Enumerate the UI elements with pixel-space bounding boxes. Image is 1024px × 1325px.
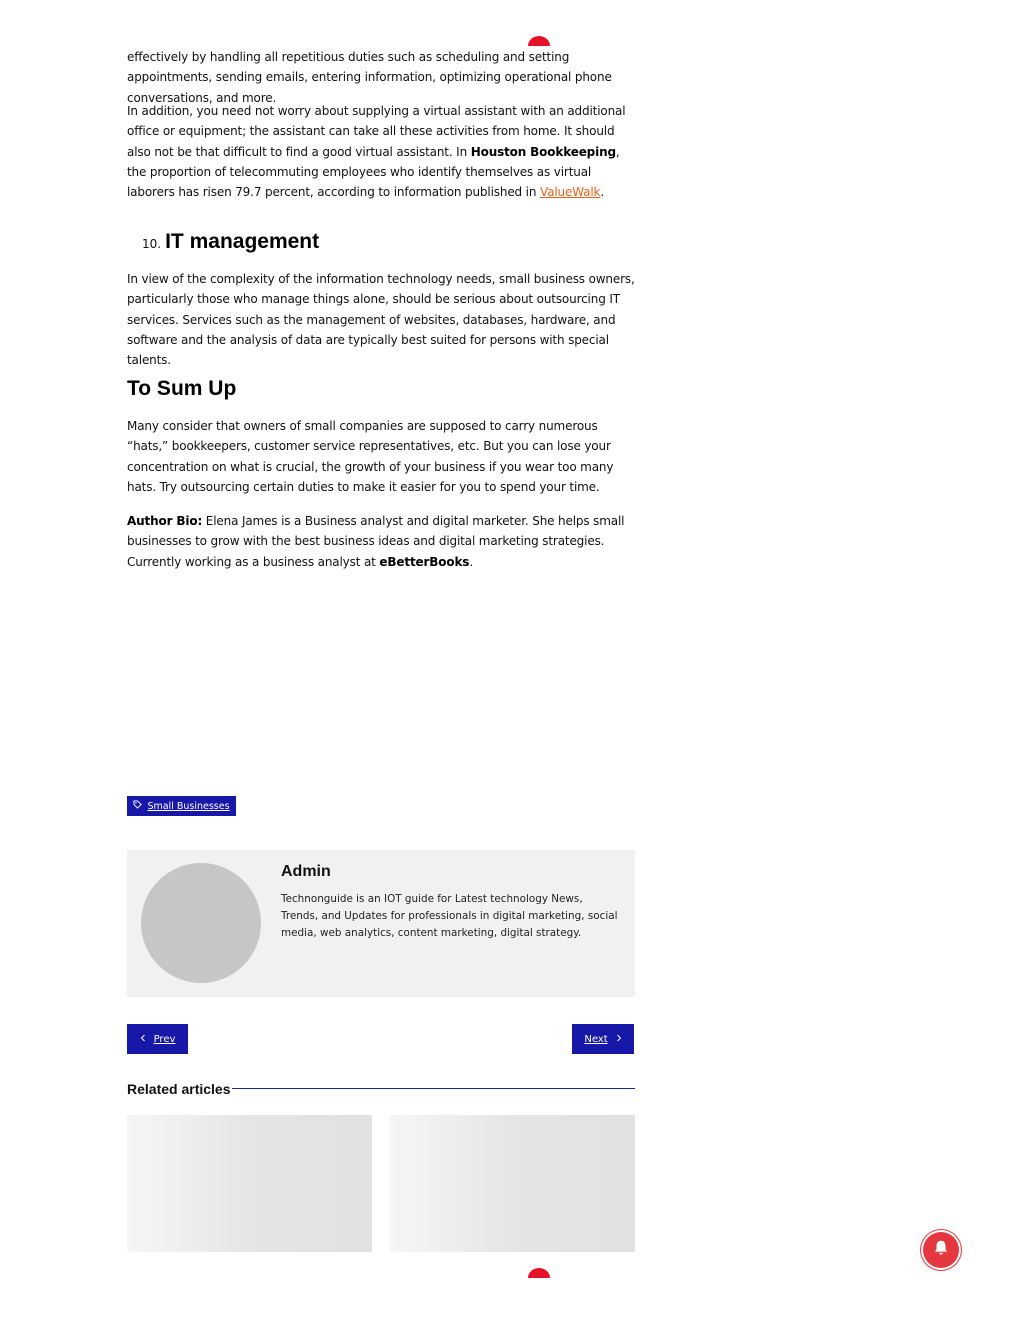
- heading-it-management: IT management: [165, 230, 320, 253]
- chevron-left-icon: [140, 1034, 146, 1045]
- tag-label: Small Businesses: [147, 800, 230, 812]
- paragraph-text: , the proportion of telecommuting employees who identify themselves as virtual laborers has risen 79.7 percent, according to information published in: [127, 144, 620, 200]
- next-button[interactable]: [572, 1024, 634, 1054]
- valuewalk-link[interactable]: ValueWalk: [540, 185, 601, 200]
- paragraph: effectively by handling all repetitious duties such as scheduling and setting appointments, sending emails, entering information, optimizing operational phone conversations, and more.: [127, 50, 612, 105]
- paragraph-text: .: [600, 185, 605, 200]
- author-bio-text: .: [469, 554, 473, 569]
- tag-small-businesses[interactable]: [127, 796, 236, 816]
- related-article-card[interactable]: [390, 1115, 635, 1252]
- author-name[interactable]: Admin: [281, 863, 331, 880]
- paragraph: In view of the complexity of the information technology needs, small business owners, particularly those who manage things alone, should be serious about outsourcing IT services. Services such as the management of websites, databases, hardware, and software and the analysis of data are typically best suited for persons with special talents.: [127, 272, 635, 368]
- author-box: [127, 850, 635, 997]
- heading-to-sum-up: To Sum Up: [127, 377, 237, 400]
- paragraph: [127, 101, 635, 202]
- author-description: Technonguide is an IOT guide for Latest technology News, Trends, and Updates for professionals in digital marketing, social media, web analytics, content marketing, digital strategy.: [281, 893, 618, 939]
- related-article-card[interactable]: [127, 1115, 372, 1252]
- author-bio-label: Author Bio:: [127, 514, 203, 528]
- houston-bookkeeping-text: Houston Bookkeeping: [470, 144, 616, 159]
- avatar[interactable]: [141, 863, 261, 983]
- divider: [232, 1088, 635, 1089]
- list-heading-it: [142, 230, 319, 254]
- related-articles-title: Related articles: [127, 1081, 231, 1097]
- ad-close-dot[interactable]: [528, 1268, 550, 1288]
- bell-icon: [932, 1239, 950, 1261]
- prev-label: Prev: [153, 1033, 176, 1045]
- next-label: Next: [584, 1033, 608, 1045]
- paragraph-text: In addition, you need not worry about supplying a virtual assistant with an additional office or equipment; the assistant can take all these activities from home. It should also not be that difficult to find a good virtual assistant. In: [127, 104, 626, 159]
- author-bio: [127, 511, 627, 572]
- notification-bell-button[interactable]: [923, 1232, 959, 1268]
- paragraph: Many consider that owners of small companies are supposed to carry numerous “hats,” bookkeepers, customer service representatives, etc. But you can lose your concentration on what is crucial, the growth of your business if you wear too many hats. Try outsourcing certain duties to make it easier for you to spend your time.: [127, 419, 614, 494]
- list-number: 10.: [142, 237, 162, 251]
- chevron-right-icon: [616, 1034, 622, 1045]
- tag-icon: [133, 800, 142, 812]
- company-name: eBetterBooks: [379, 554, 470, 569]
- prev-button[interactable]: [127, 1024, 188, 1054]
- author-bio-text: Elena James is a Business analyst and digital marketer. She helps small businesses to grow with the best business ideas and digital marketing strategies. Currently working as a business analyst at: [127, 514, 625, 569]
